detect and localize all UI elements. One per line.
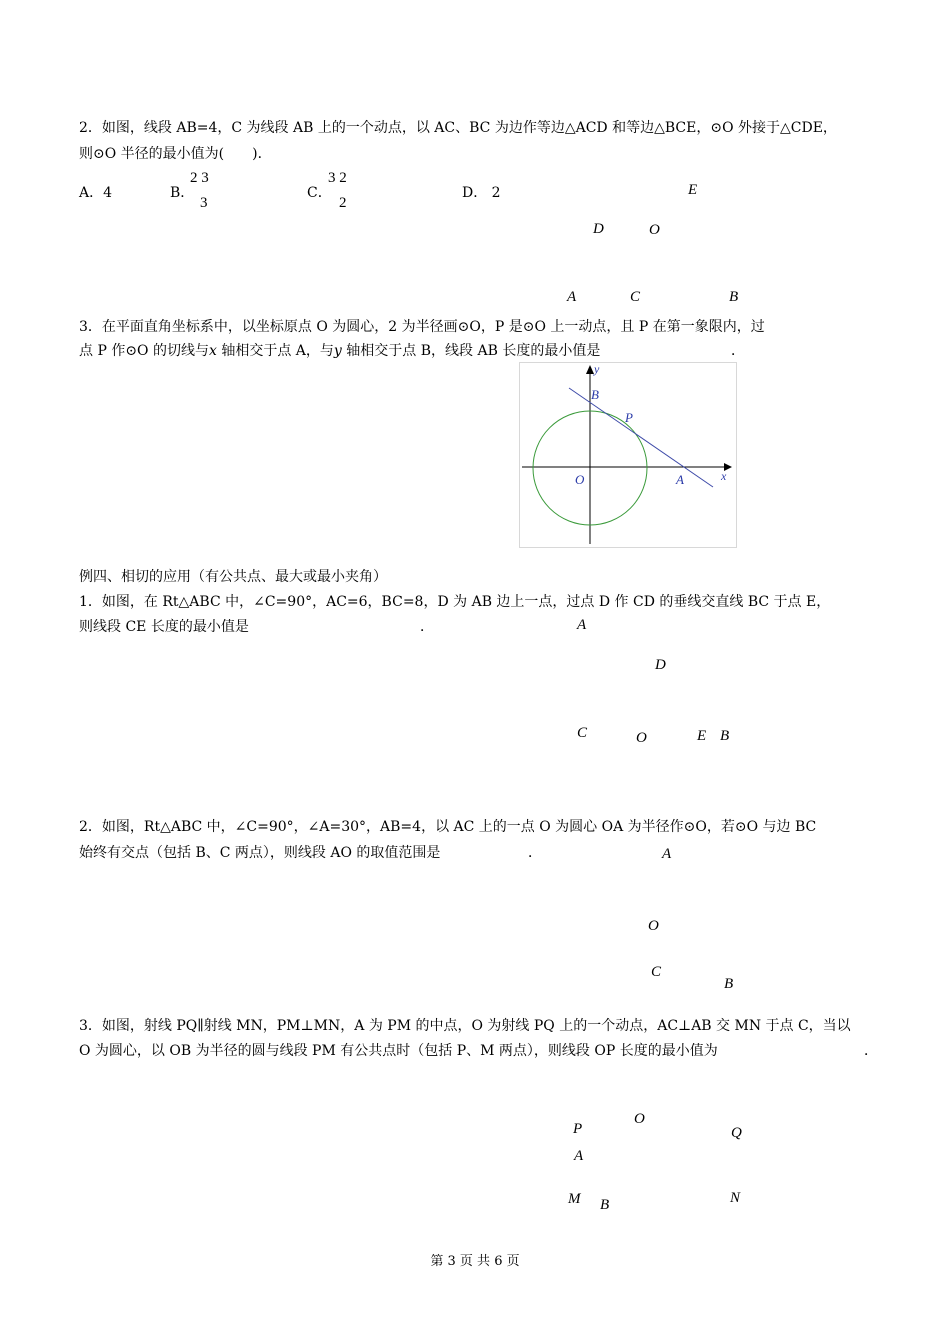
page-footer: 第 3 页 共 6 页: [430, 1254, 520, 1269]
q2-label-c: C: [630, 289, 641, 305]
ex4-p3-label-q: Q: [731, 1125, 742, 1141]
q2-option-a: A．4: [79, 185, 113, 201]
q3-line2-part-c: 轴相交于点 B，线段 AB 长度的最小值是: [341, 343, 601, 359]
ex4-p1-line2: 则线段 CE 长度的最小值是: [79, 619, 249, 635]
q3-line2-part-a: 点 P 作⊙O 的切线与: [79, 343, 209, 359]
q2-line2: 则⊙O 半径的最小值为( )．: [79, 146, 272, 162]
q2-line1: 2．如图，线段 AB=4，C 为线段 AB 上的一个动点，以 AC、BC 为边作等边△ACD 和等边△BCE，⊙O 外接于△CDE，: [79, 120, 837, 136]
y-axis-arrow: [586, 365, 594, 374]
q2-option-c-label: C．: [307, 185, 332, 201]
q2-label-a: A: [567, 289, 577, 305]
ex4-p2-end: ．: [528, 845, 542, 861]
q3-line2: [79, 338, 600, 364]
ex4-p3-label-a: A: [574, 1148, 584, 1164]
q3-y-symbol: y: [333, 343, 342, 359]
graph-label-b: B: [591, 387, 599, 402]
q3-coordinate-graph: [519, 362, 739, 548]
ex4-p3-line2: O 为圆心，以 OB 为半径的圆与线段 PM 有公共点时（包括 P、M 两点），则线段 OP 长度的最小值为: [79, 1043, 718, 1059]
ex4-p1-end: ．: [420, 619, 434, 635]
q2-label-o: O: [649, 222, 660, 238]
q2-option-c-numerator: 3 2: [328, 170, 347, 186]
ex4-p2-line2: 始终有交点（包括 B、C 两点），则线段 AO 的取值范围是: [79, 845, 441, 861]
ex4-p1-label-e: E: [697, 728, 707, 744]
q3-line1: 3．在平面直角坐标系中，以坐标原点 O 为圆心，2 为半径画⊙O，P 是⊙O 上一动点，且 P 在第一象限内，过: [79, 319, 765, 335]
ex4-p3-label-b: B: [600, 1197, 610, 1213]
ex4-p2-line1: 2．如图，Rt△ABC 中，∠C=90°，∠A=30°，AB=4，以 AC 上的一点 O 为圆心 OA 为半径作⊙O，若⊙O 与边 BC: [79, 819, 817, 835]
q3-line2-part-b: 轴相交于点 A，与: [216, 343, 334, 359]
ex4-p3-label-n: N: [730, 1190, 741, 1206]
ex4-p2-label-b: B: [724, 976, 734, 992]
graph-label-p: P: [625, 410, 633, 425]
q3-line2-end: ．: [731, 343, 745, 359]
q2-label-b: B: [729, 289, 739, 305]
graph-label-o: O: [575, 472, 585, 487]
q2-option-b-denominator: 3: [200, 195, 208, 211]
ex4-p1-label-o: O: [636, 730, 647, 746]
q3-graph-frame: [520, 363, 737, 548]
tangent-line: [569, 388, 713, 487]
ex4-p3-label-o: O: [634, 1111, 645, 1127]
ex4-p1-line1: 1．如图，在 Rt△ABC 中，∠C=90°，AC=6，BC=8，D 为 AB 边上一点，过点 D 作 CD 的垂线交直线 BC 于点 E，: [79, 594, 831, 610]
q2-option-c-denominator: 2: [339, 195, 347, 211]
ex4-p3-label-m: M: [568, 1191, 581, 1207]
graph-label-a: A: [676, 472, 684, 487]
q3-x-symbol: x: [208, 343, 217, 359]
ex4-p1-label-b: B: [720, 728, 730, 744]
q2-option-b-label: B．: [170, 185, 195, 201]
ex4-p2-label-c: C: [651, 964, 662, 980]
q2-label-d: D: [593, 221, 604, 237]
ex4-p3-end: ．: [864, 1043, 878, 1059]
ex4-p2-label-o: O: [648, 918, 659, 934]
ex4-title: 例四、相切的应用（有公共点、最大或最小夹角）: [79, 569, 387, 585]
ex4-p3-line1: 3．如图，射线 PQ∥射线 MN，PM⊥MN，A 为 PM 的中点，O 为射线 PQ 上的一个动点，AC⊥AB 交 MN 于点 C，当以: [79, 1018, 851, 1034]
ex4-p1-label-a: A: [577, 617, 587, 633]
ex4-p1-label-c: C: [577, 725, 588, 741]
graph-label-x: x: [721, 469, 727, 483]
ex4-p1-label-d: D: [655, 657, 666, 673]
q2-option-d: D． 2: [462, 185, 501, 201]
q2-option-b-numerator: 2 3: [190, 170, 209, 186]
graph-label-y: y: [594, 362, 600, 376]
q2-label-e: E: [688, 182, 698, 198]
ex4-p2-label-a: A: [662, 846, 672, 862]
ex4-p3-label-p: P: [573, 1121, 583, 1137]
